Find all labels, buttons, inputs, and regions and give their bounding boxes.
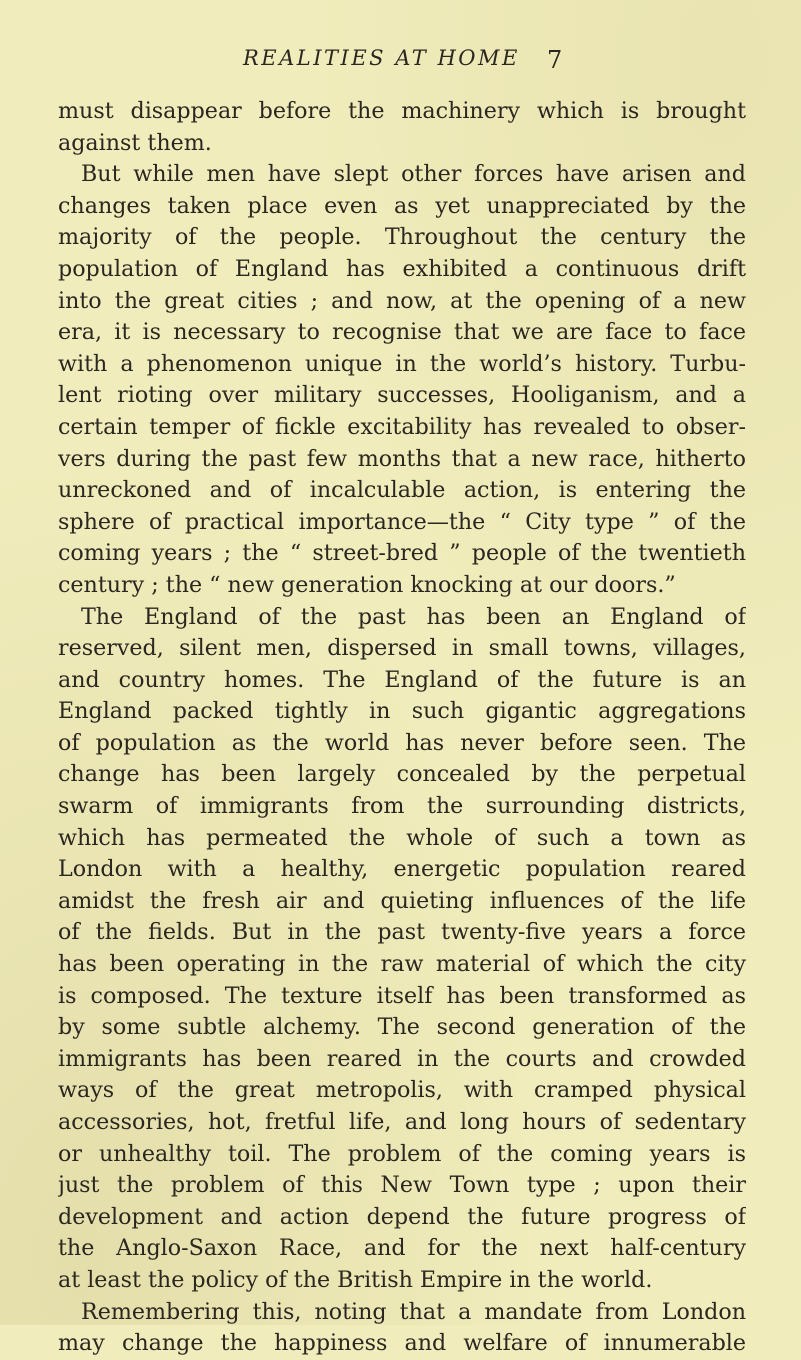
text-line: has been operating in the raw material of which the city (58, 951, 746, 978)
text-line: England packed tightly in such gigantic aggregations (58, 698, 746, 725)
text-line: Remembering this, noting that a mandate from London (81, 1298, 746, 1325)
text-line: accessories, hot, fretful life, and long hours of sedentary (58, 1109, 746, 1135)
text-line: unreckoned and of incalculable action, is entering the (58, 477, 746, 504)
text-line: majority of the people. Throughout the century the (58, 224, 746, 251)
running-head (0, 43, 801, 73)
text-line: or unhealthy toil. The problem of the coming years is (58, 1140, 746, 1167)
text-line: immigrants has been reared in the courts and crowded (58, 1045, 746, 1072)
text-line: may change the happiness and welfare of innumerable (58, 1330, 746, 1357)
text-line: just the problem of this New Town type ; upon their (58, 1172, 746, 1199)
text-line: by some subtle alchemy. The second generation of the (58, 1014, 746, 1041)
body-text (58, 96, 746, 1360)
text-line: at least the policy of the British Empire in the world. (58, 1266, 653, 1293)
text-line: reserved, silent men, dispersed in small towns, villages, (58, 635, 746, 662)
text-line: era, it is necessary to recognise that we are face to face (58, 319, 746, 346)
text-line: development and action depend the future progress of (58, 1203, 746, 1230)
text-line: century ; the “ new generation knocking at our doors.” (58, 571, 676, 598)
text-line: swarm of immigrants from the surrounding districts, (58, 793, 746, 820)
page-number: 7 (547, 46, 563, 74)
text-line: ways of the great metropolis, with cramped physical (58, 1077, 746, 1104)
text-line: of the fields. But in the past twenty-five years a force (58, 919, 746, 946)
text-line: the Anglo-Saxon Race, and for the next half-century (58, 1235, 746, 1262)
text-line: lent rioting over military successes, Hooliganism, and a (58, 382, 746, 409)
text-line: sphere of practical importance—the “ City type ” of the (58, 508, 746, 535)
text-line: is composed. The texture itself has been transformed as (58, 982, 746, 1009)
text-line: population of England has exhibited a continuous drift (58, 255, 746, 282)
text-line: vers during the past few months that a new race, hitherto (58, 445, 746, 472)
text-line: London with a healthy, energetic population reared (58, 856, 746, 883)
text-line: coming years ; the “ street-bred ” people of the twentieth (58, 540, 746, 567)
text-line: The England of the past has been an England of (81, 603, 746, 630)
text-line: changes taken place even as yet unappreciated by the (58, 192, 746, 219)
text-line: change has been largely concealed by the perpetual (58, 761, 746, 788)
text-line: But while men have slept other forces have arisen and (81, 161, 746, 188)
text-line: must disappear before the machinery which is brought (58, 98, 746, 124)
running-title: REALITIES AT HOME (243, 46, 520, 70)
text-line: of population as the world has never before seen. The (58, 729, 746, 756)
text-line: and country homes. The England of the future is an (58, 666, 746, 693)
text-line: with a phenomenon unique in the world’s history. Turbu- (58, 350, 746, 377)
text-line: against them. (58, 129, 212, 156)
text-line: certain temper of fickle excitability has revealed to obser- (58, 413, 746, 440)
text-line: amidst the fresh air and quieting influences of the life (58, 887, 746, 914)
text-line: into the great cities ; and now, at the opening of a new (58, 287, 746, 314)
text-line: which has permeated the whole of such a town as (58, 824, 746, 851)
